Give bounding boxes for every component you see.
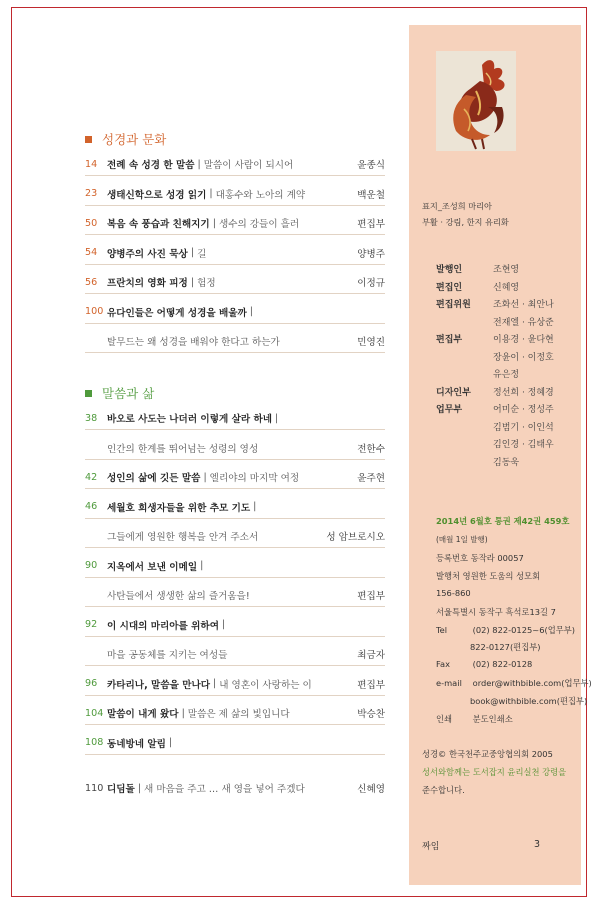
entry-author: 윤종식	[357, 160, 385, 171]
toc-entry[interactable]	[85, 152, 385, 176]
separator: |	[212, 217, 216, 229]
entry-author: 이정규	[357, 278, 385, 289]
toc-entry[interactable]	[85, 613, 385, 637]
staff-row	[436, 350, 554, 363]
entry-author: 성 암브로시오	[326, 532, 385, 543]
staff-role: 편집부	[436, 335, 463, 345]
toc-entry[interactable]	[85, 524, 385, 548]
entry-subtitle: 인간의 한계를 뛰어넘는 성령의 영성	[107, 443, 259, 455]
cover-caption-detail: 부활 · 강림, 한지 유리화	[422, 217, 509, 227]
cover-artwork	[436, 51, 516, 151]
entry-author: 편집부	[357, 591, 385, 602]
entry-subtitle: 대홍수와 노아의 계약	[215, 189, 306, 201]
row-divider	[85, 264, 385, 265]
page-number: 96	[85, 678, 98, 689]
entry-author: 양병주	[357, 248, 385, 260]
row-divider	[85, 518, 385, 519]
fax-label: Fax	[436, 659, 451, 669]
entry-author: 민영진	[357, 337, 385, 348]
toc-entry[interactable]	[85, 211, 385, 235]
rooster-artwork-icon	[436, 51, 516, 151]
row-divider	[85, 547, 385, 548]
email-label: e-mail	[436, 678, 462, 688]
row-divider	[85, 636, 385, 637]
toc-entry[interactable]	[85, 701, 385, 725]
page-number: 110	[85, 782, 104, 794]
page-number: 23	[85, 188, 98, 199]
entry-subtitle: 험정	[197, 278, 216, 289]
separator: |	[200, 560, 204, 571]
entry-title: 프란치의 영화 피정	[107, 278, 188, 289]
separator: |	[221, 619, 226, 630]
staff-role	[436, 437, 493, 450]
row-divider	[85, 234, 385, 235]
tel-number-2: 822-0127(편집부)	[470, 642, 541, 652]
zip-code: 156-860	[436, 588, 471, 598]
entry-subtitle: 내 영혼이 사랑하는 이	[219, 679, 312, 691]
entry-author: 신혜영	[357, 784, 385, 795]
staff-row	[436, 315, 554, 328]
staff-role	[436, 315, 493, 328]
separator: |	[137, 782, 142, 794]
entry-subtitle: 그들에게 영원한 행복을 안겨 주소서	[107, 532, 259, 543]
tel-number-1: (02) 822-0125~6(업무부)	[472, 625, 576, 635]
staff-names: 김범기 · 이인석	[493, 422, 554, 433]
separator: |	[168, 737, 173, 748]
toc-entry[interactable]	[85, 406, 385, 430]
row-divider	[85, 352, 385, 353]
section-heading-culture	[85, 130, 166, 148]
section-heading-text: 말씀과 삶	[102, 386, 155, 401]
toc-entry[interactable]	[85, 672, 385, 696]
entry-author: 윤주현	[357, 473, 385, 484]
separator: |	[249, 306, 253, 317]
separator: |	[181, 707, 185, 719]
ethics-notice-end: 준수합니다.	[422, 785, 465, 795]
copyright-notice: 성경© 한국천주교중앙협의회 2005	[422, 749, 553, 759]
entry-title: 바오로 사도는 나더러 이렇게 살라 하네	[107, 414, 272, 425]
page-number: 100	[85, 306, 104, 317]
entry-title: 유다인들은 어떻게 성경을 배울까	[107, 307, 247, 319]
page-number: 92	[85, 619, 98, 630]
row-divider	[85, 175, 385, 176]
row-divider	[85, 205, 385, 206]
row-divider	[85, 323, 385, 324]
entry-subtitle: 엘리야의 마지막 여정	[209, 473, 300, 484]
staff-role: 디자인부	[436, 387, 471, 398]
staff-role	[436, 367, 493, 380]
staff-row	[436, 455, 519, 468]
registration-number: 등록번호 동작라 00057	[436, 553, 524, 563]
row-divider	[85, 665, 385, 666]
page-number-footer: 3	[534, 839, 541, 850]
row-divider	[85, 577, 385, 578]
entry-title: 이 시대의 마리아를 위하여	[107, 620, 219, 632]
issue-info: 2014년 6월호 통권 제42권 459호	[436, 516, 570, 526]
staff-names: 김인경 · 김태우	[493, 440, 554, 450]
staff-row	[436, 420, 554, 433]
page-number: 50	[85, 217, 98, 229]
staff-names: 신혜영	[493, 282, 520, 293]
staff-row	[436, 385, 554, 398]
page-number: 54	[85, 247, 98, 258]
entry-title: 말씀이 내게 왔다	[107, 709, 179, 720]
entry-author: 최금자	[357, 650, 385, 661]
footer-section-name: 짜임	[422, 842, 440, 852]
staff-row	[436, 280, 519, 293]
entry-title: 지옥에서 보낸 이메일	[107, 561, 198, 573]
email-1[interactable]: order@withbible.com(업무부)	[472, 678, 592, 688]
toc-entry[interactable]	[85, 554, 385, 578]
page-number: 42	[85, 471, 98, 483]
staff-names: 전재엘 · 유상준	[493, 317, 554, 328]
separator: |	[190, 247, 195, 258]
toc-entry[interactable]	[85, 642, 385, 666]
tel-line	[436, 624, 575, 636]
separator: |	[190, 276, 195, 288]
staff-row	[436, 332, 554, 345]
entry-title: 동네방네 알림	[107, 738, 166, 750]
entry-subtitle: 새 마음을 주고 … 새 영을 넣어 주겠다	[144, 784, 305, 795]
issue-date: (매월 1일 발행)	[436, 535, 488, 544]
staff-role	[436, 420, 493, 433]
staff-names: 이용경 · 윤다현	[493, 335, 554, 345]
entry-title: 성인의 삶에 깃든 말씀	[107, 473, 201, 484]
cover-caption: 표지_조성희 마리아	[422, 201, 492, 211]
toc-entry[interactable]	[85, 329, 385, 353]
toc-entry[interactable]	[85, 465, 385, 489]
toc-entry[interactable]	[85, 300, 385, 324]
email-line	[436, 677, 592, 689]
entry-subtitle: 생수의 강들이 흘러	[218, 219, 300, 230]
row-divider	[85, 695, 385, 696]
toc-entry-last[interactable]	[85, 776, 385, 800]
row-divider	[85, 488, 385, 489]
row-divider	[85, 459, 385, 460]
entry-author: 백운철	[357, 189, 385, 201]
entry-subtitle: 사탄들에서 생생한 삶의 즐거움을!	[107, 591, 250, 602]
entry-subtitle: 탈무드는 왜 성경을 배워야 한다고 하는가	[107, 337, 280, 348]
toc-entry[interactable]	[85, 583, 385, 607]
toc-entry[interactable]	[85, 182, 385, 206]
row-divider	[85, 429, 385, 430]
staff-names: 유은정	[493, 370, 520, 380]
page-number: 108	[85, 737, 104, 748]
page-number: 14	[85, 158, 98, 170]
address: 서울특별시 동작구 흑석로13길 7	[436, 607, 556, 617]
page-number: 46	[85, 501, 98, 512]
separator: |	[203, 471, 207, 483]
entry-title: 카타리나, 말씀을 만나다	[107, 679, 210, 691]
section-bullet-icon	[85, 390, 92, 397]
row-divider	[85, 724, 385, 725]
separator: |	[274, 412, 279, 424]
row-divider	[85, 754, 385, 755]
entry-author: 전한수	[357, 443, 385, 455]
entry-author: 박승찬	[357, 709, 385, 720]
page-number: 104	[85, 707, 104, 719]
entry-title: 세월호 희생자들을 위한 추모 기도	[107, 502, 251, 514]
staff-names: 조화선 · 최안나	[493, 300, 554, 310]
fax-line	[436, 659, 532, 669]
separator: |	[253, 501, 257, 512]
row-divider	[85, 293, 385, 294]
staff-role: 편집인	[436, 282, 463, 293]
staff-role	[436, 350, 493, 363]
printer-name: 분도인쇄소	[472, 714, 513, 724]
entry-author: 편집부	[357, 219, 385, 230]
section-bullet-icon	[85, 136, 92, 143]
toc-entry[interactable]	[85, 495, 385, 519]
entry-title: 양병주의 사진 묵상	[107, 248, 188, 260]
ethics-notice: 성서와함께는 도서잡지 윤리실천 강령을	[422, 767, 567, 777]
entry-title: 복음 속 풍습과 친해지기	[107, 219, 210, 230]
tel-label: Tel	[436, 625, 448, 635]
staff-row	[436, 262, 519, 275]
staff-names: 정선희 · 정혜경	[493, 387, 554, 398]
section-heading-text: 성경과 문화	[102, 132, 167, 147]
staff-row	[436, 402, 554, 415]
staff-role	[436, 455, 493, 468]
page-number: 38	[85, 412, 98, 424]
entry-subtitle: 말씀이 사람이 되시어	[203, 160, 294, 171]
staff-role: 편집위원	[436, 300, 471, 310]
entry-author: 편집부	[357, 679, 385, 691]
section-heading-life	[85, 384, 154, 402]
separator: |	[209, 188, 213, 199]
toc-entry[interactable]	[85, 731, 385, 755]
entry-title: 생태신학으로 성경 읽기	[107, 189, 207, 201]
separator: |	[213, 678, 217, 689]
entry-subtitle: 길	[197, 248, 207, 260]
toc-entry[interactable]	[85, 270, 385, 294]
entry-subtitle: 마을 공동체를 지키는 여성들	[107, 650, 228, 661]
toc-entry[interactable]	[85, 241, 385, 265]
staff-row	[436, 367, 519, 380]
email-2[interactable]: book@withbible.com(편집부)	[470, 696, 588, 706]
staff-row	[436, 297, 554, 310]
page-number: 56	[85, 276, 98, 288]
entry-title: 전례 속 성경 한 말씀	[107, 160, 195, 171]
separator: |	[197, 158, 201, 170]
page-number: 90	[85, 560, 98, 571]
publisher: 발행처 영원한 도움의 성모회	[436, 571, 541, 581]
staff-names: 장윤이 · 이정호	[493, 352, 554, 363]
entry-title: 디딤돌	[107, 784, 135, 795]
staff-names: 어미순 · 정성주	[493, 405, 554, 415]
staff-names: 김동욱	[493, 457, 520, 468]
row-divider	[85, 606, 385, 607]
print-label: 인쇄	[436, 714, 453, 724]
fax-number: (02) 822-0128	[472, 659, 533, 669]
staff-role: 발행인	[436, 265, 463, 275]
toc-entry[interactable]	[85, 436, 385, 460]
staff-role: 업무부	[436, 405, 463, 415]
colophon-sidebar	[409, 25, 592, 885]
staff-row	[436, 437, 554, 450]
print-line	[436, 713, 513, 725]
entry-subtitle: 말씀은 제 삶의 빛입니다	[187, 709, 290, 720]
staff-names: 조현영	[493, 265, 520, 275]
